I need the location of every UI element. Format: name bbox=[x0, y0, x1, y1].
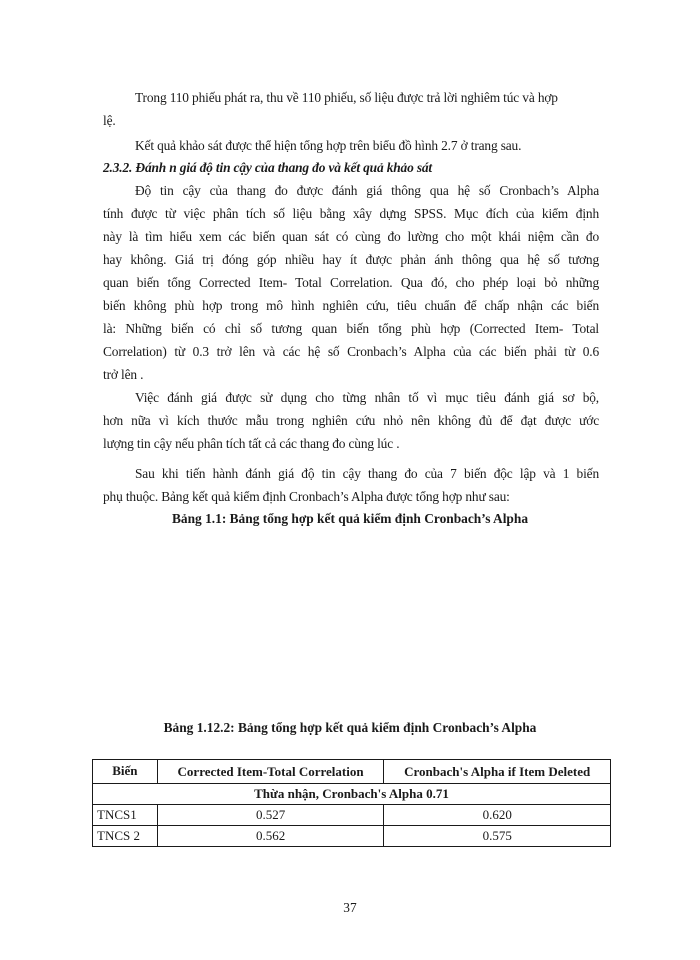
paragraph-line: phụ thuộc. Bảng kết quả kiểm định Cronbach’s Alpha được tổng hợp như sau: bbox=[103, 489, 510, 504]
section-heading: 2.3.2. Đánh n giá độ tin cậy của thang đo và kết quả khảo sát bbox=[103, 160, 433, 175]
paragraph-line: Kết quả khảo sát được thể hiện tổng hợp trên biểu đồ hình 2.7 ở trang sau. bbox=[135, 138, 522, 153]
paragraph-line: Việc đánh giá được sử dụng cho từng nhân tố vì mục tiêu đánh giá sơ bộ, bbox=[135, 390, 599, 405]
cronbach-alpha-table bbox=[92, 759, 611, 847]
paragraph-line: là: Những biến có chỉ số tương quan biến tổng phù hợp (Corrected Item- Total bbox=[103, 321, 599, 336]
paragraph-line: Correlation) từ 0.3 trở lên và các hệ số Cronbach’s Alpha của các biến phải từ 0.6 bbox=[103, 344, 599, 359]
header-alpha-if-deleted: Cronbach's Alpha if Item Deleted bbox=[384, 760, 611, 784]
paragraph-line: này là tìm hiểu xem các biến quan sát có cùng đo lường cho một khái niệm cần đo bbox=[103, 229, 599, 244]
header-variable: Biến bbox=[93, 760, 158, 784]
table-caption: Bảng 1.1: Bảng tổng hợp kết quả kiểm định Cronbach’s Alpha bbox=[171, 511, 529, 526]
paragraph-line: Độ tin cậy của thang đo được đánh giá thông qua hệ số Cronbach’s Alpha bbox=[135, 183, 599, 198]
paragraph-line: quan biến tổng Corrected Item- Total Correlation. Qua đó, cho phép loại bỏ những bbox=[103, 275, 599, 290]
paragraph-line: lượng tin cậy nếu phân tích tất cả các thang đo cùng lúc . bbox=[103, 436, 400, 451]
cell-alpha-deleted: 0.575 bbox=[384, 826, 611, 847]
cell-variable: TNCS1 bbox=[93, 805, 158, 826]
paragraph-line: hay không. Giá trị đóng góp nhiều hay ít được phản ánh thông qua hệ số tương bbox=[103, 252, 599, 267]
cell-variable: TNCS 2 bbox=[93, 826, 158, 847]
cell-alpha-deleted: 0.620 bbox=[384, 805, 611, 826]
paragraph-line: biến không phù hợp trong mô hình nghiên cứu, tiêu chuẩn để chấp nhận các biến bbox=[103, 298, 599, 313]
page-number: 37 bbox=[343, 900, 357, 915]
group-label: Thừa nhận, Cronbach's Alpha 0.71 bbox=[93, 784, 611, 805]
header-corrected-item-total: Corrected Item-Total Correlation bbox=[157, 760, 384, 784]
paragraph-line: Sau khi tiến hành đánh giá độ tin cậy thang đo của 7 biến độc lập và 1 biến bbox=[135, 466, 599, 481]
table-group-row bbox=[93, 784, 611, 805]
paragraph-line: hơn nữa vì kích thước mẫu trong nghiên cứu nhỏ nên không đủ để đạt được ước bbox=[103, 413, 599, 428]
paragraph-line: Trong 110 phiếu phát ra, thu về 110 phiếu, số liệu được trả lời nghiêm túc và hợp bbox=[135, 90, 558, 105]
table-header-row bbox=[93, 760, 611, 784]
table-caption: Bảng 1.12.2: Bảng tổng hợp kết quả kiểm định Cronbach’s Alpha bbox=[163, 720, 537, 735]
table-row bbox=[93, 805, 611, 826]
cell-corrected: 0.562 bbox=[157, 826, 384, 847]
paragraph-line: tính được từ việc phân tích số liệu bằng xây dựng SPSS. Mục đích của kiểm định bbox=[103, 206, 599, 221]
table-row bbox=[93, 826, 611, 847]
cell-corrected: 0.527 bbox=[157, 805, 384, 826]
paragraph-line: trở lên . bbox=[103, 367, 144, 382]
paragraph-line: lệ. bbox=[103, 113, 116, 128]
